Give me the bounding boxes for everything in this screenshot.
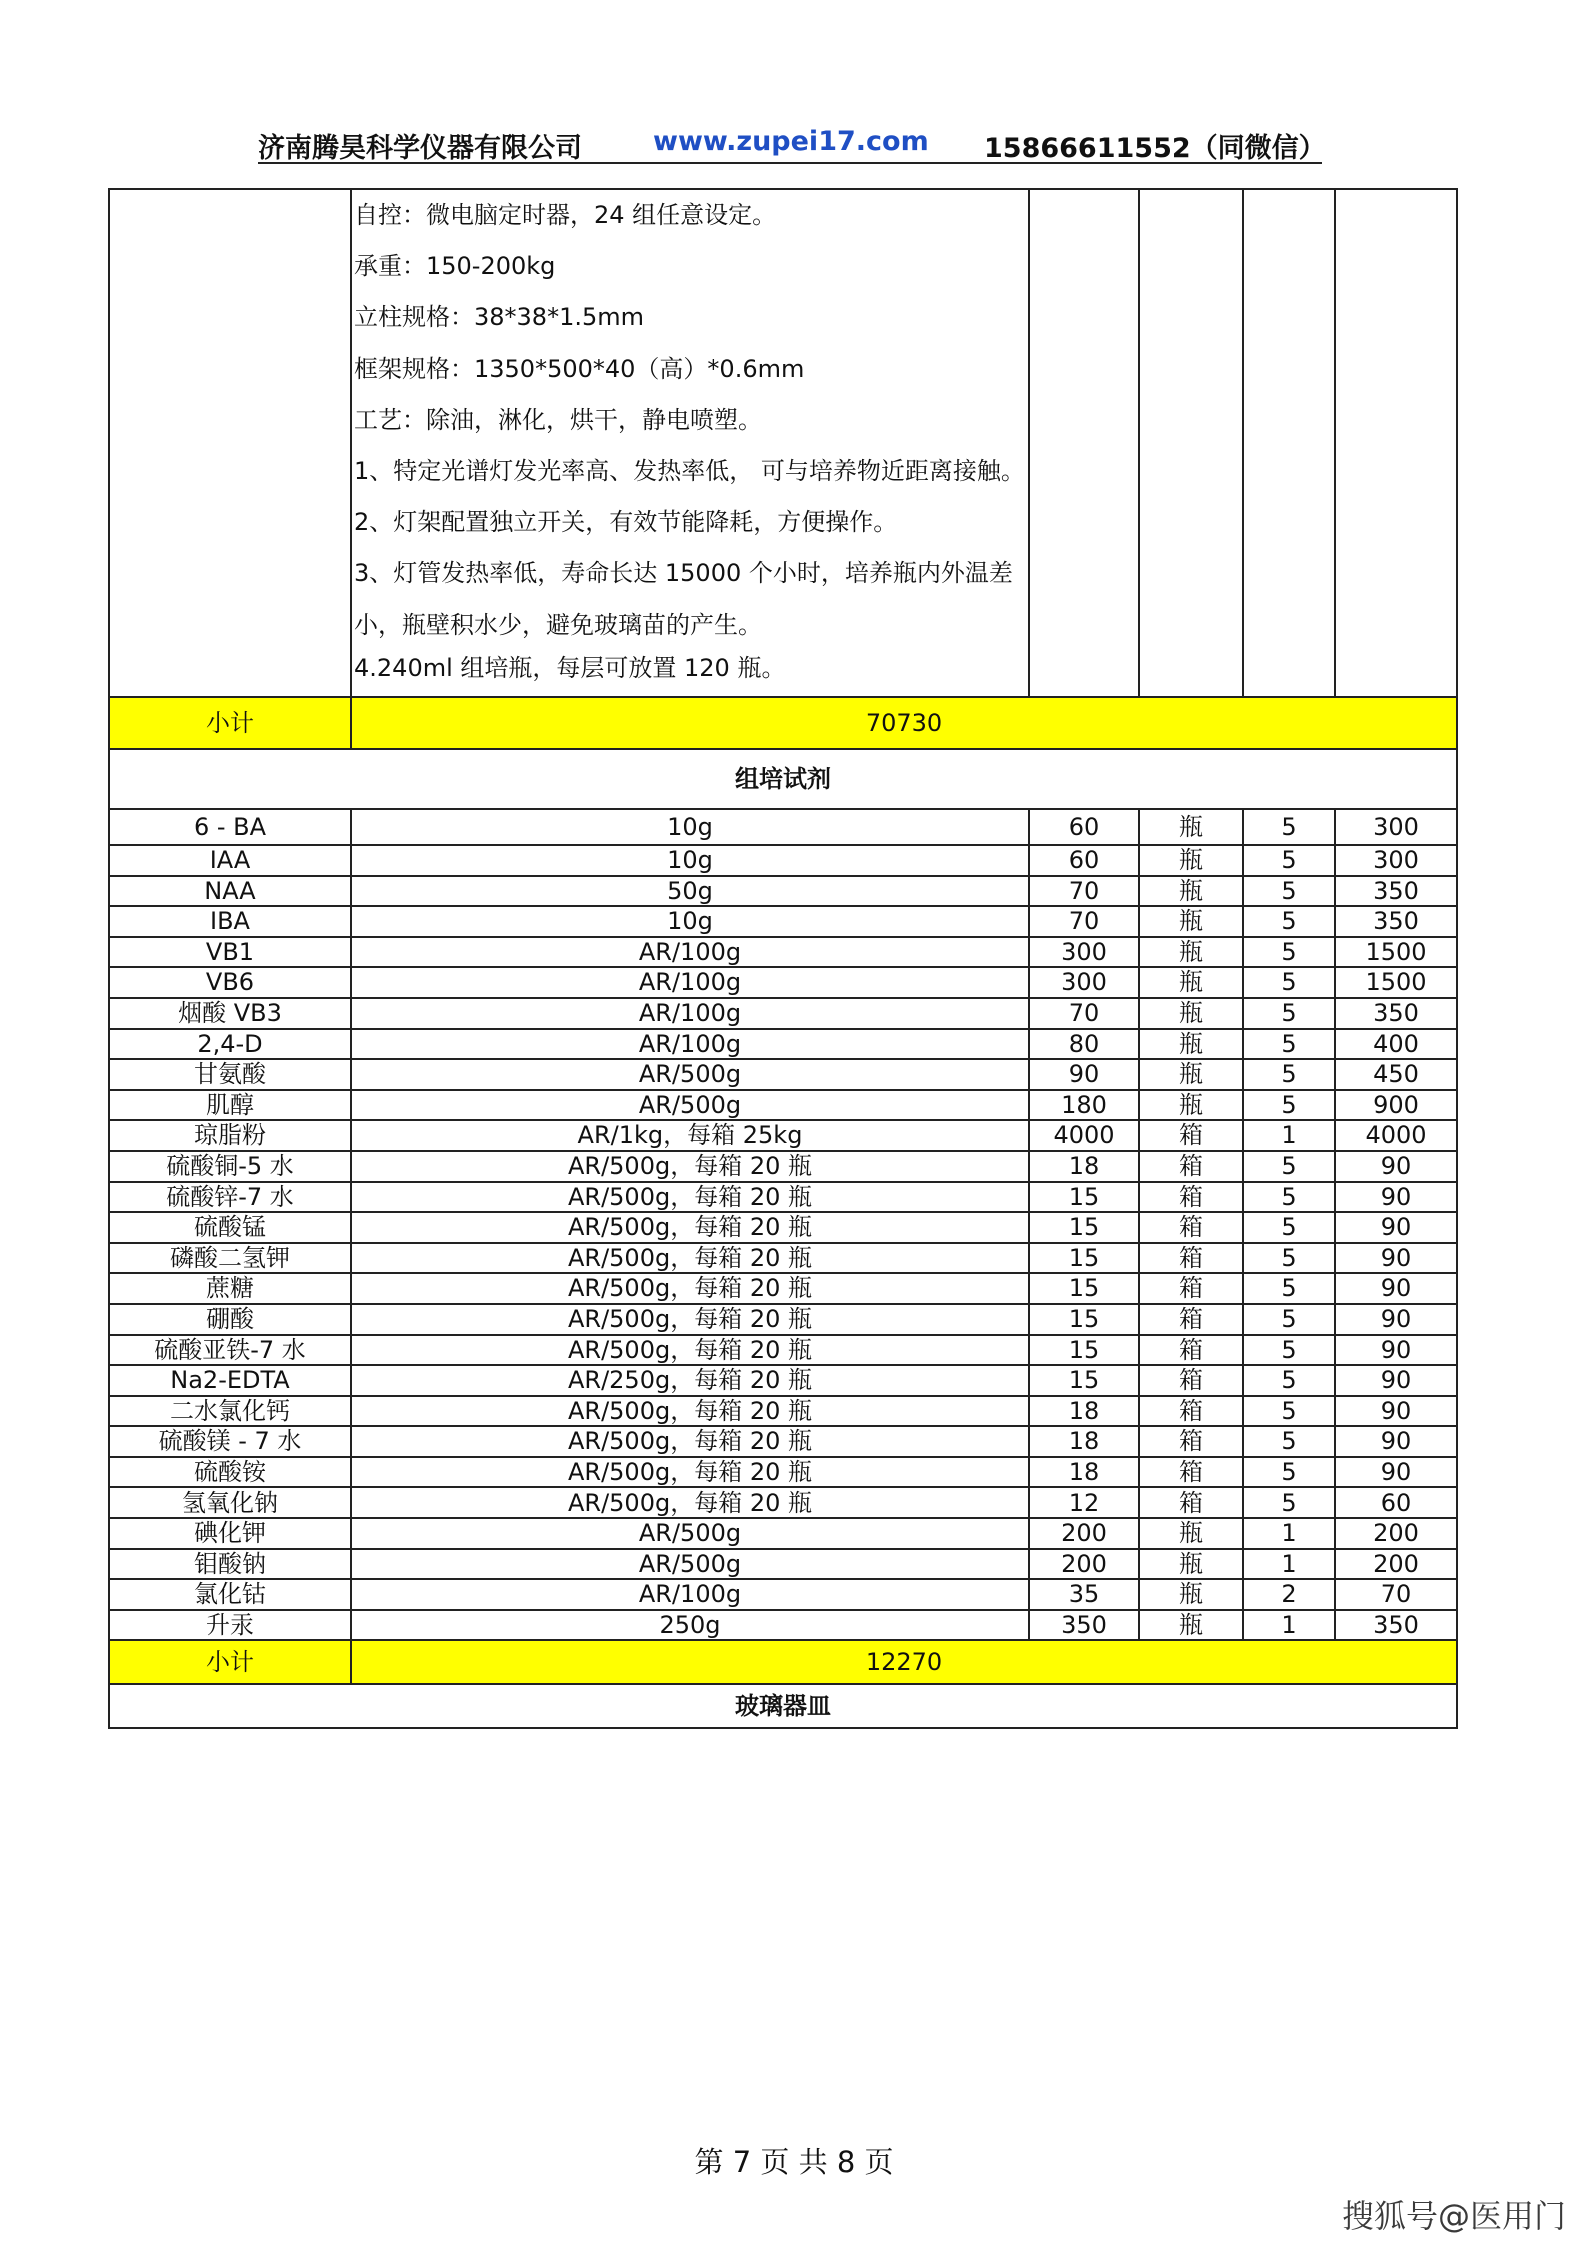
amount-cell: 90 — [1335, 1212, 1457, 1243]
company-name: 济南腾昊科学仪器有限公司 — [258, 133, 582, 164]
amount-cell: 90 — [1335, 1273, 1457, 1304]
spec-cell: AR/500g，每箱 20 瓶 — [351, 1182, 1029, 1213]
item-name-cell: 钼酸钠 — [109, 1549, 351, 1580]
table-row — [109, 1120, 1457, 1151]
item-name-cell: 甘氨酸 — [109, 1059, 351, 1090]
unit-cell: 瓶 — [1139, 845, 1243, 876]
table-row — [109, 998, 1457, 1029]
unit-price-cell: 70 — [1029, 876, 1139, 907]
spec-description-cell — [351, 189, 1029, 697]
item-name-cell: 磷酸二氢钾 — [109, 1243, 351, 1274]
item-name-cell: 硫酸亚铁-7 水 — [109, 1335, 351, 1366]
unit-price-cell: 15 — [1029, 1365, 1139, 1396]
item-name-cell: 烟酸 VB3 — [109, 998, 351, 1029]
section-row-reagents — [109, 749, 1457, 809]
unit-cell: 瓶 — [1139, 1518, 1243, 1549]
unit-price-cell: 18 — [1029, 1396, 1139, 1427]
amount-cell: 350 — [1335, 906, 1457, 937]
unit-cell: 瓶 — [1139, 937, 1243, 968]
amount-cell: 200 — [1335, 1549, 1457, 1580]
unit-cell: 箱 — [1139, 1243, 1243, 1274]
quantity-cell: 1 — [1243, 1518, 1335, 1549]
unit-cell: 箱 — [1139, 1120, 1243, 1151]
unit-cell: 瓶 — [1139, 906, 1243, 937]
quotation-table — [108, 188, 1458, 1729]
spec-total-cell — [1335, 189, 1457, 697]
unit-price-cell: 15 — [1029, 1335, 1139, 1366]
amount-cell: 90 — [1335, 1335, 1457, 1366]
spec-row — [109, 189, 1457, 697]
quantity-cell: 5 — [1243, 937, 1335, 968]
table-row — [109, 937, 1457, 968]
amount-cell: 450 — [1335, 1059, 1457, 1090]
unit-price-cell: 15 — [1029, 1273, 1139, 1304]
page-number: 第 7 页 共 8 页 — [694, 2145, 894, 2179]
quantity-cell: 5 — [1243, 1487, 1335, 1518]
unit-cell: 瓶 — [1139, 1549, 1243, 1580]
item-name-cell: NAA — [109, 876, 351, 907]
table-row — [109, 1426, 1457, 1457]
subtotal-label: 小计 — [109, 697, 351, 749]
spec-qty-cell — [1243, 189, 1335, 697]
quantity-cell: 5 — [1243, 1243, 1335, 1274]
amount-cell: 300 — [1335, 845, 1457, 876]
table-row — [109, 1457, 1457, 1488]
spec-cell: AR/500g，每箱 20 瓶 — [351, 1426, 1029, 1457]
unit-cell: 瓶 — [1139, 1029, 1243, 1060]
quantity-cell: 5 — [1243, 1365, 1335, 1396]
spec-line: 2、灯架配置独立开关，有效节能降耗，方便操作。 — [354, 508, 898, 537]
section-title: 组培试剂 — [109, 749, 1457, 809]
amount-cell: 90 — [1335, 1151, 1457, 1182]
amount-cell: 1500 — [1335, 967, 1457, 998]
table-row — [109, 1487, 1457, 1518]
unit-price-cell: 80 — [1029, 1029, 1139, 1060]
table-row — [109, 1396, 1457, 1427]
table-row — [109, 1243, 1457, 1274]
unit-price-cell: 300 — [1029, 937, 1139, 968]
spec-cell: AR/500g，每箱 20 瓶 — [351, 1212, 1029, 1243]
item-name-cell: 6 - BA — [109, 809, 351, 845]
quantity-cell: 5 — [1243, 967, 1335, 998]
subtotal-row — [109, 697, 1457, 749]
spec-cell: AR/500g，每箱 20 瓶 — [351, 1151, 1029, 1182]
section-title: 玻璃器皿 — [109, 1684, 1457, 1728]
spec-cell: AR/500g，每箱 20 瓶 — [351, 1335, 1029, 1366]
table-row — [109, 1090, 1457, 1121]
table-row — [109, 876, 1457, 907]
amount-cell: 300 — [1335, 809, 1457, 845]
spec-price-cell — [1029, 189, 1139, 697]
amount-cell: 400 — [1335, 1029, 1457, 1060]
spec-cell: 10g — [351, 906, 1029, 937]
spec-cell: AR/100g — [351, 998, 1029, 1029]
amount-cell: 900 — [1335, 1090, 1457, 1121]
quantity-cell: 5 — [1243, 1182, 1335, 1213]
quantity-cell: 5 — [1243, 876, 1335, 907]
spec-line: 4.240ml 组培瓶，每层可放置 120 瓶。 — [354, 653, 786, 682]
unit-cell: 箱 — [1139, 1182, 1243, 1213]
table-row — [109, 1335, 1457, 1366]
unit-price-cell: 70 — [1029, 906, 1139, 937]
quantity-cell: 5 — [1243, 1396, 1335, 1427]
unit-cell: 瓶 — [1139, 998, 1243, 1029]
table-row — [109, 1518, 1457, 1549]
quantity-cell: 5 — [1243, 1151, 1335, 1182]
unit-price-cell: 60 — [1029, 809, 1139, 845]
item-name-cell: 蔗糖 — [109, 1273, 351, 1304]
spec-cell: AR/250g，每箱 20 瓶 — [351, 1365, 1029, 1396]
spec-cell: AR/100g — [351, 967, 1029, 998]
quantity-cell: 5 — [1243, 809, 1335, 845]
unit-cell: 箱 — [1139, 1273, 1243, 1304]
spec-line: 工艺：除油，淋化，烘干，静电喷塑。 — [354, 405, 762, 434]
unit-price-cell: 90 — [1029, 1059, 1139, 1090]
table-row — [109, 809, 1457, 845]
quantity-cell: 5 — [1243, 1335, 1335, 1366]
amount-cell: 60 — [1335, 1487, 1457, 1518]
spec-cell: 250g — [351, 1610, 1029, 1641]
item-name-cell: 二水氯化钙 — [109, 1396, 351, 1427]
spec-cell: AR/500g，每箱 20 瓶 — [351, 1487, 1029, 1518]
quantity-cell: 5 — [1243, 1457, 1335, 1488]
table-row — [109, 1304, 1457, 1335]
item-name-cell: Na2-EDTA — [109, 1365, 351, 1396]
unit-cell: 瓶 — [1139, 809, 1243, 845]
unit-price-cell: 4000 — [1029, 1120, 1139, 1151]
amount-cell: 350 — [1335, 1610, 1457, 1641]
unit-cell: 箱 — [1139, 1151, 1243, 1182]
spec-cell: AR/500g — [351, 1518, 1029, 1549]
spec-cell: AR/500g — [351, 1090, 1029, 1121]
spec-unit-cell — [1139, 189, 1243, 697]
spec-line: 小，瓶壁积水少，避免玻璃苗的产生。 — [354, 610, 762, 639]
item-name-cell: 硫酸铵 — [109, 1457, 351, 1488]
table-row — [109, 1579, 1457, 1610]
item-name-cell: VB1 — [109, 937, 351, 968]
quantity-cell: 5 — [1243, 1212, 1335, 1243]
spec-cell: AR/100g — [351, 1579, 1029, 1610]
section-row-glassware — [109, 1684, 1457, 1728]
unit-cell: 瓶 — [1139, 967, 1243, 998]
unit-cell: 箱 — [1139, 1365, 1243, 1396]
spec-line: 承重：150-200kg — [354, 252, 556, 281]
spec-cell: AR/100g — [351, 937, 1029, 968]
table-row — [109, 1151, 1457, 1182]
unit-price-cell: 60 — [1029, 845, 1139, 876]
unit-price-cell: 18 — [1029, 1151, 1139, 1182]
table-row — [109, 1273, 1457, 1304]
quantity-cell: 2 — [1243, 1579, 1335, 1610]
quantity-cell: 5 — [1243, 1304, 1335, 1335]
unit-cell: 箱 — [1139, 1426, 1243, 1457]
item-name-cell: 氢氧化钠 — [109, 1487, 351, 1518]
table-row — [109, 906, 1457, 937]
company-phone: 15866611552（同微信） — [984, 133, 1326, 164]
subtotal-value: 70730 — [351, 697, 1457, 749]
unit-price-cell: 350 — [1029, 1610, 1139, 1641]
unit-cell: 箱 — [1139, 1487, 1243, 1518]
unit-price-cell: 15 — [1029, 1182, 1139, 1213]
amount-cell: 1500 — [1335, 937, 1457, 968]
unit-price-cell: 70 — [1029, 998, 1139, 1029]
unit-price-cell: 35 — [1029, 1579, 1139, 1610]
spec-cell: AR/100g — [351, 1029, 1029, 1060]
item-name-cell: VB6 — [109, 967, 351, 998]
item-name-cell: 碘化钾 — [109, 1518, 351, 1549]
item-name-cell: 升汞 — [109, 1610, 351, 1641]
unit-price-cell: 15 — [1029, 1304, 1139, 1335]
item-name-cell: 硫酸锌-7 水 — [109, 1182, 351, 1213]
spec-name-cell — [109, 189, 351, 697]
unit-cell: 箱 — [1139, 1304, 1243, 1335]
unit-price-cell: 180 — [1029, 1090, 1139, 1121]
amount-cell: 350 — [1335, 876, 1457, 907]
quantity-cell: 5 — [1243, 1029, 1335, 1060]
amount-cell: 4000 — [1335, 1120, 1457, 1151]
amount-cell: 90 — [1335, 1182, 1457, 1213]
subtotal-label: 小计 — [109, 1640, 351, 1684]
spec-line: 1、特定光谱灯发光率高、发热率低， 可与培养物近距离接触。 — [354, 456, 1025, 485]
subtotal-row — [109, 1640, 1457, 1684]
unit-price-cell: 200 — [1029, 1549, 1139, 1580]
unit-cell: 箱 — [1139, 1335, 1243, 1366]
unit-cell: 瓶 — [1139, 1610, 1243, 1641]
unit-cell: 箱 — [1139, 1396, 1243, 1427]
item-name-cell: 硼酸 — [109, 1304, 351, 1335]
table-row — [109, 1182, 1457, 1213]
spec-line: 框架规格：1350*500*40（高）*0.6mm — [354, 354, 805, 383]
spec-line: 自控：微电脑定时器，24 组任意设定。 — [354, 201, 777, 229]
spec-cell: AR/500g，每箱 20 瓶 — [351, 1457, 1029, 1488]
item-name-cell: 硫酸铜-5 水 — [109, 1151, 351, 1182]
quantity-cell: 5 — [1243, 1273, 1335, 1304]
item-name-cell: 硫酸镁 - 7 水 — [109, 1426, 351, 1457]
amount-cell: 90 — [1335, 1304, 1457, 1335]
quantity-cell: 5 — [1243, 906, 1335, 937]
quantity-cell: 5 — [1243, 845, 1335, 876]
quantity-cell: 5 — [1243, 1090, 1335, 1121]
unit-price-cell: 300 — [1029, 967, 1139, 998]
amount-cell: 90 — [1335, 1396, 1457, 1427]
item-name-cell: 2,4-D — [109, 1029, 351, 1060]
unit-cell: 瓶 — [1139, 1090, 1243, 1121]
table-row — [109, 1059, 1457, 1090]
unit-price-cell: 18 — [1029, 1457, 1139, 1488]
company-website[interactable]: www.zupei17.com — [653, 126, 929, 157]
table-row — [109, 967, 1457, 998]
spec-cell: AR/500g，每箱 20 瓶 — [351, 1304, 1029, 1335]
subtotal-value: 12270 — [351, 1640, 1457, 1684]
spec-cell: AR/500g — [351, 1549, 1029, 1580]
table-row — [109, 1029, 1457, 1060]
unit-cell: 瓶 — [1139, 1579, 1243, 1610]
unit-price-cell: 15 — [1029, 1243, 1139, 1274]
amount-cell: 90 — [1335, 1426, 1457, 1457]
unit-cell: 瓶 — [1139, 876, 1243, 907]
item-name-cell: IAA — [109, 845, 351, 876]
unit-cell: 箱 — [1139, 1212, 1243, 1243]
spec-cell: 50g — [351, 876, 1029, 907]
amount-cell: 200 — [1335, 1518, 1457, 1549]
item-name-cell: 氯化钴 — [109, 1579, 351, 1610]
amount-cell: 70 — [1335, 1579, 1457, 1610]
unit-cell: 箱 — [1139, 1457, 1243, 1488]
spec-line: 3、灯管发热率低，寿命长达 15000 个小时，培养瓶内外温差 — [354, 559, 1013, 588]
unit-cell: 瓶 — [1139, 1059, 1243, 1090]
amount-cell: 90 — [1335, 1365, 1457, 1396]
quantity-cell: 5 — [1243, 998, 1335, 1029]
unit-price-cell: 18 — [1029, 1426, 1139, 1457]
quantity-cell: 5 — [1243, 1059, 1335, 1090]
amount-cell: 350 — [1335, 998, 1457, 1029]
spec-cell: AR/500g，每箱 20 瓶 — [351, 1273, 1029, 1304]
table-row — [109, 1610, 1457, 1641]
unit-price-cell: 12 — [1029, 1487, 1139, 1518]
spec-cell: AR/500g，每箱 20 瓶 — [351, 1243, 1029, 1274]
quantity-cell: 5 — [1243, 1426, 1335, 1457]
spec-cell: AR/500g，每箱 20 瓶 — [351, 1396, 1029, 1427]
amount-cell: 90 — [1335, 1243, 1457, 1274]
item-name-cell: 肌醇 — [109, 1090, 351, 1121]
spec-cell: AR/500g — [351, 1059, 1029, 1090]
amount-cell: 90 — [1335, 1457, 1457, 1488]
table-row — [109, 1212, 1457, 1243]
item-name-cell: 硫酸锰 — [109, 1212, 351, 1243]
watermark: 搜狐号@医用门 — [1341, 2197, 1566, 2235]
table-row — [109, 1549, 1457, 1580]
spec-cell: 10g — [351, 845, 1029, 876]
unit-price-cell: 200 — [1029, 1518, 1139, 1549]
table-row — [109, 845, 1457, 876]
table-row — [109, 1365, 1457, 1396]
spec-cell: 10g — [351, 809, 1029, 845]
quantity-cell: 1 — [1243, 1549, 1335, 1580]
quantity-cell: 1 — [1243, 1120, 1335, 1151]
spec-line: 立柱规格：38*38*1.5mm — [354, 303, 645, 332]
item-name-cell: IBA — [109, 906, 351, 937]
spec-cell: AR/1kg，每箱 25kg — [351, 1120, 1029, 1151]
unit-price-cell: 15 — [1029, 1212, 1139, 1243]
quantity-cell: 1 — [1243, 1610, 1335, 1641]
item-name-cell: 琼脂粉 — [109, 1120, 351, 1151]
page-header — [258, 122, 1326, 164]
